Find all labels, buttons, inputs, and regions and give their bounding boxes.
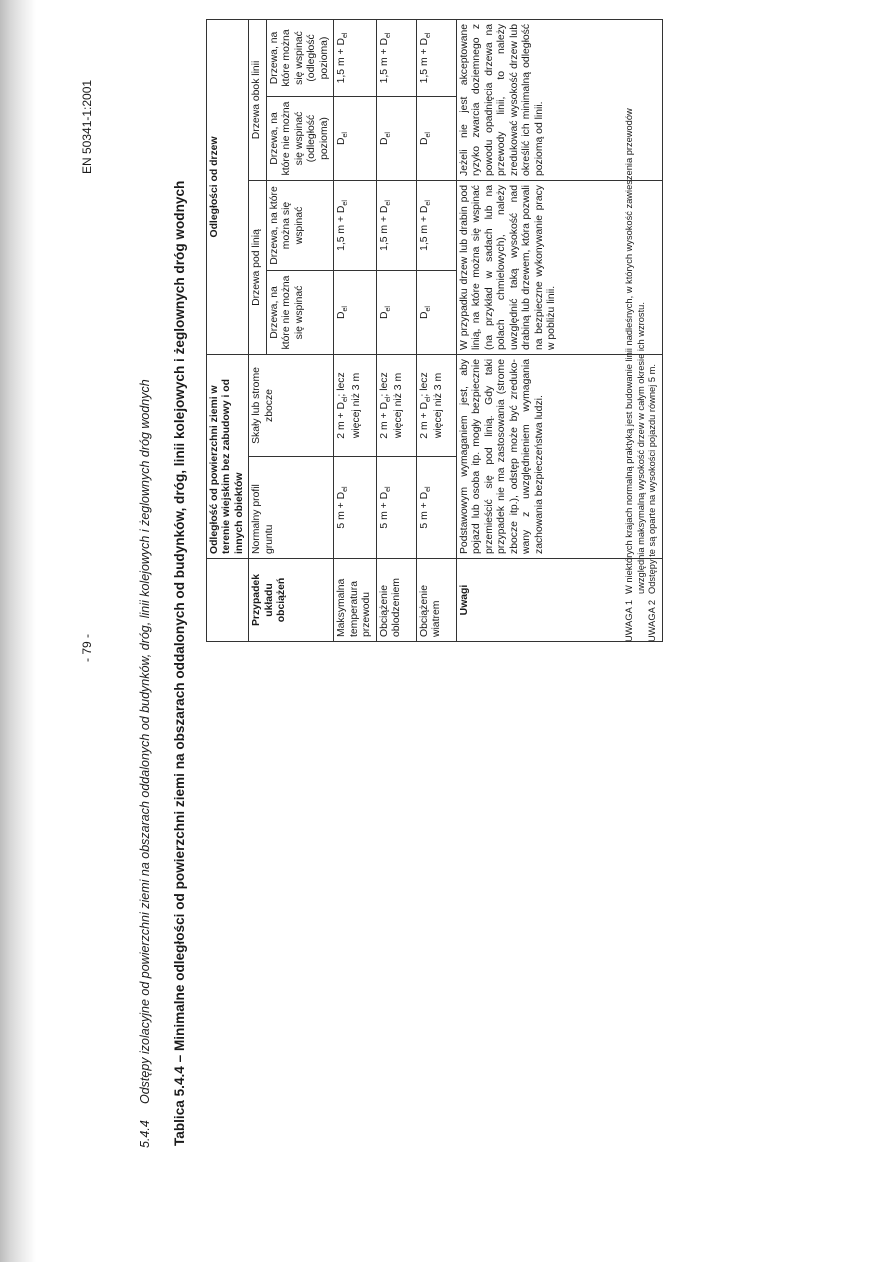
cell-beside-climbable: 1,5 $m + D_{el}$ [376,19,416,96]
section-number: 5.4.4 [138,1120,152,1148]
section-title: Odstępy izolacyjne od powierzchni ziemi na obszarach oddalonych od budynków, dróg, linii kolejowych i żeglownych dróg wodnych [138,379,152,1104]
note-item: UWAGA 1 W niektórych krajach normalną praktyką jest budowanie linii nadleśnych, w których wysokość zawieszenia przewodów uwzględnia maksymalną wysokość drzew w całym okresie ich wzrostu. [624,108,646,642]
group-header-ground: Odległość od powierzchni ziemi w terenie wiejskim bez zabudowy i od innych obiektów [207,355,249,559]
header-beside-climbable: Drzewa, na które można się wspinać (odległość pozioma) [266,19,333,96]
header-beside-not-climbable: Drzewa, na które nie można się wspinać (odległość pozioma) [266,97,333,181]
cell-beside-not-climbable: $D_{el}$ [416,97,456,181]
cell-beside-climbable: 1,5 $m + D_{el}$ [416,19,456,96]
standard-code: EN 50341-1:2001 [80,79,94,174]
header-blank-cell [207,559,249,642]
cell-beside-climbable: 1,5 $m + D_{el}$ [334,19,376,96]
cell-rocks: 2 $m + D_{el}$; lecz więcej niż 3 m [416,355,456,457]
header-rocks-slope: Skały lub strome zbocze [249,355,334,457]
page-number: - 79 - [80,633,94,662]
cell-normal: 5 $m + D_{el}$ [376,457,416,559]
header-trees-beside: Drzewa obok linii [249,19,266,180]
table-row [334,19,376,641]
row-label: Obciążenie oblodzeniem [376,559,416,642]
remarks-trees-beside: Jeżeli nie jest akceptowane ryzyko zwarcia doziemnego z powodu opadnięcia drzewa na przewody linii, to należy zredukować wysokość drzew lub określić ich minimalną odległość poziomą od linii. [456,19,662,180]
cell-under-climbable: 1,5 $m + D_{el}$ [376,181,416,271]
cell-normal: 5 $m + D_{el}$ [416,457,456,559]
cell-under-climbable: 1,5 $m + D_{el}$ [416,181,456,271]
cell-under-not-climbable: $D_{el}$ [334,271,376,355]
header-trees-under: Drzewa pod linią [249,181,266,355]
clearance-table [206,19,663,642]
remarks-trees-under: W przypadku drzew lub drabin pod linią, na które można się wspinać (na przykład w sadach lub na polach chmielowych), należy uwzględnić taką wysokość nad drabiną lub drzewem, która pozwali na bezpieczne wykonywanie pracy w pobliżu linii. [456,181,662,355]
table-header-row-2 [249,19,266,641]
cell-normal: 5 $m + D_{el}$ [334,457,376,559]
note-item: UWAGA 2 Odstępy te są oparte na wysokości pojazdu równej 5 m. [647,364,658,642]
header-under-climbable: Drzewa, na które można się wspinać [266,181,333,271]
group-header-trees: Odległości od drzew [207,19,249,354]
table-row [376,19,416,641]
header-under-not-climbable: Drzewa, na które nie można się wspinać [266,271,333,355]
cell-under-not-climbable: $D_{el}$ [376,271,416,355]
cell-rocks: 2 $m + D_{el}$; lecz więcej niż 3 m [376,355,416,457]
table-caption: Tablica 5.4.4 – Minimalne odległości od powierzchni ziemi na obszarach oddalonych od budynków, dróg, linii kolejowych i żeglownych dróg wodnych [172,180,187,1146]
cell-beside-not-climbable: $D_{el}$ [334,97,376,181]
header-load-case: Przypadek układu obciążeń [249,559,334,642]
cell-under-climbable: 1,5 $m + D_{el}$ [334,181,376,271]
section-heading [138,379,152,1148]
remarks-ground: Podstawowym wymaganiem jest, aby pojazd lub osoba itp. mogły bezpiecznie przemieścić się pod linią. Gdy taki przypadek nie ma zastosowania (strome zbocze itp.), odstęp może być zredukowany z uwzględnieniem wymagania zachowania bezpieczeństwa ludzi. [456,355,662,559]
cell-under-not-climbable: $D_{el}$ [416,271,456,355]
cell-rocks: 2 $m + D_{el}$; lecz więcej niż 3 m [334,355,376,457]
row-label: Obciążenie wiatrem [416,559,456,642]
cell-beside-not-climbable: $D_{el}$ [376,97,416,181]
table-header-row-1 [207,19,249,641]
remarks-label: Uwagi [456,559,662,642]
row-label: Maksymalna temperatura przewodu [334,559,376,642]
header-normal-profile: Normalny profil gruntu [249,457,334,559]
table-row [416,19,456,641]
table-notes [624,72,659,642]
